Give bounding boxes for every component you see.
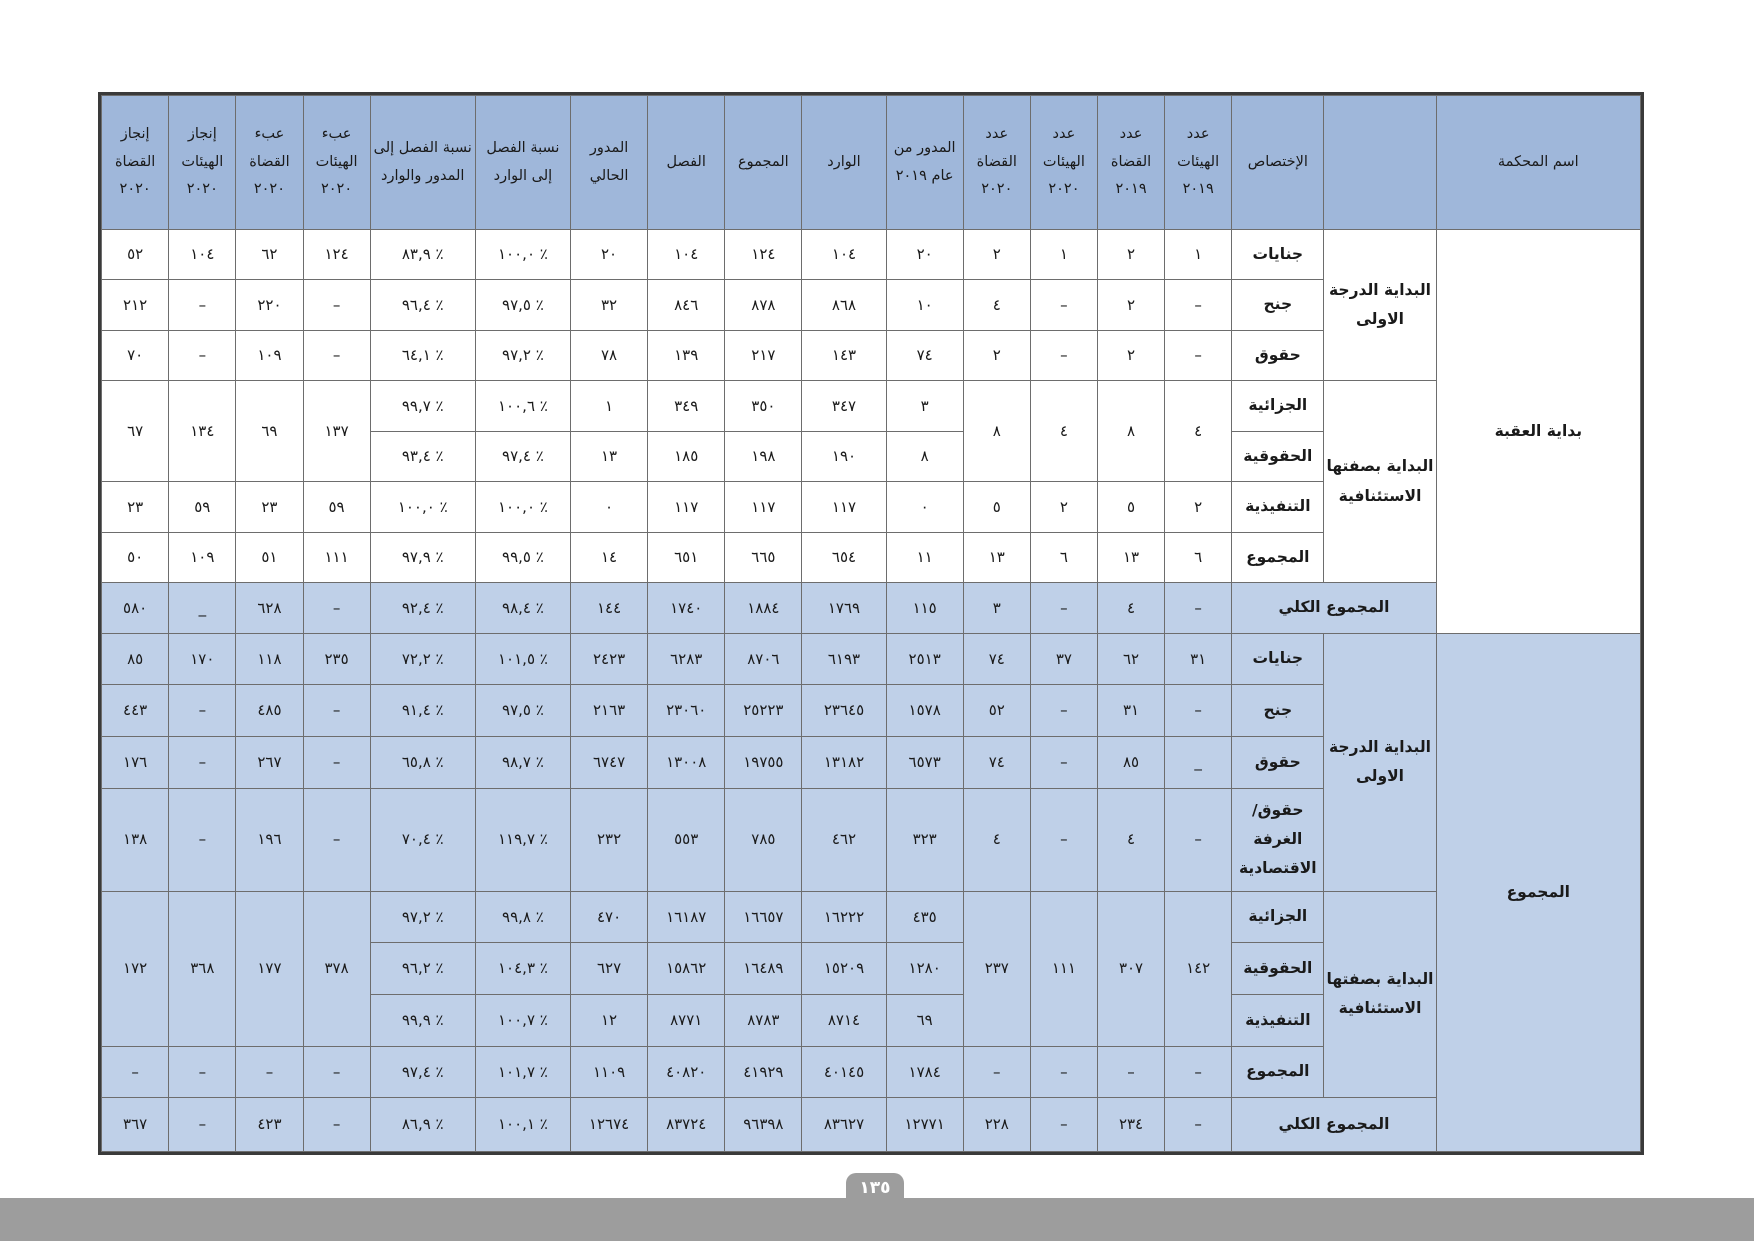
cell: ١٣٧ bbox=[303, 381, 370, 482]
cell: ١٠٩ bbox=[236, 330, 303, 380]
cell: ١٢٤ bbox=[303, 230, 370, 280]
cell: ٥ bbox=[963, 482, 1030, 532]
cell: ١١٧ bbox=[725, 482, 802, 532]
court-name-cell: بداية العقبة bbox=[1436, 230, 1640, 634]
cell: – bbox=[1097, 1046, 1164, 1098]
col-achievement-judges: إنجاز القضاة ٢٠٢٠ bbox=[102, 96, 169, 230]
level-first-cell: البداية الدرجة الاولى bbox=[1324, 633, 1436, 891]
cell: ١٧٠ bbox=[169, 633, 236, 685]
cell: – bbox=[102, 1046, 169, 1098]
cell: ٣٦٨ bbox=[169, 891, 236, 1046]
footer-bar bbox=[0, 1198, 1754, 1241]
cell: ٢٠ bbox=[571, 230, 648, 280]
table-row bbox=[102, 633, 1641, 685]
cell: ٢ bbox=[1165, 482, 1232, 532]
cell: ٨٧٨ bbox=[725, 280, 802, 330]
cell: ٠ bbox=[571, 482, 648, 532]
cell: ٪ ٧٢,٢ bbox=[370, 633, 475, 685]
cell: – bbox=[303, 330, 370, 380]
cell: ٢٣ bbox=[236, 482, 303, 532]
cell: ١٧٦٩ bbox=[802, 583, 886, 634]
cell: ٤٧٠ bbox=[571, 891, 648, 943]
cell: ١١١ bbox=[303, 532, 370, 582]
cell: ١٠٩ bbox=[169, 532, 236, 582]
cell: – bbox=[963, 1046, 1030, 1098]
cell: ٢ bbox=[963, 230, 1030, 280]
cell: – bbox=[169, 330, 236, 380]
cell: ٤٨٥ bbox=[236, 685, 303, 737]
cell: ٤ bbox=[1097, 583, 1164, 634]
cell: ٪ ٨٦,٩ bbox=[370, 1098, 475, 1152]
cell: ٧٨ bbox=[571, 330, 648, 380]
cell: – bbox=[1030, 583, 1097, 634]
cell: – bbox=[303, 788, 370, 891]
cell: ٢٣٧ bbox=[963, 891, 1030, 1046]
cell: ١٦٢٢٢ bbox=[802, 891, 886, 943]
cell: ٥٥٣ bbox=[648, 788, 725, 891]
cell: ٨٧١٤ bbox=[802, 994, 886, 1046]
cell: ٪ ١٠١,٥ bbox=[475, 633, 570, 685]
cell: ٨٥ bbox=[102, 633, 169, 685]
cell: ٦ bbox=[1165, 532, 1232, 582]
cell: ١١ bbox=[886, 532, 963, 582]
cell: – bbox=[303, 1046, 370, 1098]
cell: – bbox=[169, 788, 236, 891]
specialty-cell: المجموع bbox=[1232, 532, 1324, 582]
cell: ١١٨ bbox=[236, 633, 303, 685]
cell: ٤١٩٢٩ bbox=[725, 1046, 802, 1098]
cell: ٨٤٦ bbox=[648, 280, 725, 330]
cell: ٦٦٥ bbox=[725, 532, 802, 582]
specialty-cell: الحقوقية bbox=[1232, 431, 1324, 481]
cell: – bbox=[169, 685, 236, 737]
cell: – bbox=[1030, 330, 1097, 380]
cell: ٠ bbox=[886, 482, 963, 532]
grand-total-row bbox=[102, 583, 1641, 634]
cell: ٦٢٨ bbox=[236, 583, 303, 634]
cell: ٪ ٦٥,٨ bbox=[370, 736, 475, 788]
level-first-cell: البداية الدرجة الاولى bbox=[1324, 230, 1436, 381]
cell: – bbox=[303, 736, 370, 788]
cell: ٤٢٣ bbox=[236, 1098, 303, 1152]
cell: ٪ ٩٧,٥ bbox=[475, 685, 570, 737]
cell: ١١٠٩ bbox=[571, 1046, 648, 1098]
cell: ١٩٧٥٥ bbox=[725, 736, 802, 788]
cell: ٪ ٨٣,٩ bbox=[370, 230, 475, 280]
cell: ٢ bbox=[1097, 330, 1164, 380]
cell: ١٢٧٧١ bbox=[886, 1098, 963, 1152]
cell: – bbox=[303, 583, 370, 634]
cell: ١٩٠ bbox=[802, 431, 886, 481]
cell: ١ bbox=[571, 381, 648, 431]
col-level bbox=[1324, 96, 1436, 230]
cell: ٢٥٢٢٣ bbox=[725, 685, 802, 737]
cell: ٦٢٨٣ bbox=[648, 633, 725, 685]
specialty-cell: الجزائية bbox=[1232, 891, 1324, 943]
specialty-cell: التنفيذية bbox=[1232, 994, 1324, 1046]
grand-total-label: المجموع الكلي bbox=[1232, 1098, 1436, 1152]
table-row bbox=[102, 230, 1641, 280]
cell: – bbox=[169, 1046, 236, 1098]
cell: – bbox=[1165, 330, 1232, 380]
cell: ١٥٧٨ bbox=[886, 685, 963, 737]
cell: ٪ ٩٨,٤ bbox=[475, 583, 570, 634]
cell: – bbox=[303, 1098, 370, 1152]
cell: ٢١٢ bbox=[102, 280, 169, 330]
cell: – bbox=[1165, 788, 1232, 891]
cell: – bbox=[1165, 685, 1232, 737]
cell: ٨٧٠٦ bbox=[725, 633, 802, 685]
cell: ٤٠٨٢٠ bbox=[648, 1046, 725, 1098]
cell: ٦٢ bbox=[1097, 633, 1164, 685]
cell: ١٧٧ bbox=[236, 891, 303, 1046]
cell: ٢ bbox=[1097, 280, 1164, 330]
cell: ٣٧٨ bbox=[303, 891, 370, 1046]
col-ratio-incoming: نسبة الفصل إلى الوارد bbox=[475, 96, 570, 230]
cell: – bbox=[1165, 1098, 1232, 1152]
col-panels-2020: عدد الهيئات ٢٠٢٠ bbox=[1030, 96, 1097, 230]
col-current: المدور الحالي bbox=[571, 96, 648, 230]
cell: ٪ ٩٧,٩ bbox=[370, 532, 475, 582]
cell: ١٩٦ bbox=[236, 788, 303, 891]
cell: ٪ ١١٩,٧ bbox=[475, 788, 570, 891]
cell: ٪ ٩٩,٩ bbox=[370, 994, 475, 1046]
cell: ٣٢٣ bbox=[886, 788, 963, 891]
cell: ٦٩ bbox=[886, 994, 963, 1046]
cell: ٨٣٦٢٧ bbox=[802, 1098, 886, 1152]
grand-total-row bbox=[102, 1098, 1641, 1152]
cell: ٪ ١٠٠,٠ bbox=[370, 482, 475, 532]
cell: ١٣٩ bbox=[648, 330, 725, 380]
cell: ١٧٢ bbox=[102, 891, 169, 1046]
cell: ٪ ٩١,٤ bbox=[370, 685, 475, 737]
col-judges-2020: عدد القضاة ٢٠٢٠ bbox=[963, 96, 1030, 230]
cell: ٤ bbox=[1097, 788, 1164, 891]
court-name-cell: المجموع bbox=[1436, 633, 1640, 1151]
cell: – bbox=[1165, 1046, 1232, 1098]
cell: ٦٢ bbox=[236, 230, 303, 280]
cell: – bbox=[169, 1098, 236, 1152]
cell: ١١١ bbox=[1030, 891, 1097, 1046]
cell: – bbox=[236, 1046, 303, 1098]
col-carried: المدور من عام ٢٠١٩ bbox=[886, 96, 963, 230]
cell: ٢١٧ bbox=[725, 330, 802, 380]
cell: ٢٣٢ bbox=[571, 788, 648, 891]
cell: ١٨٥ bbox=[648, 431, 725, 481]
cell: ١٩٨ bbox=[725, 431, 802, 481]
cell: – bbox=[1030, 685, 1097, 737]
cell: ٪ ٩٧,٤ bbox=[370, 1046, 475, 1098]
cell: ٪ ١٠٠,١ bbox=[475, 1098, 570, 1152]
cell: ٦٥٤ bbox=[802, 532, 886, 582]
cell: ٨٥ bbox=[1097, 736, 1164, 788]
cell: – bbox=[1030, 788, 1097, 891]
report-table bbox=[101, 95, 1641, 1152]
cell: ٪ ١٠٠,٦ bbox=[475, 381, 570, 431]
cell: ١٧٨٤ bbox=[886, 1046, 963, 1098]
cell: ٥٢ bbox=[963, 685, 1030, 737]
cell: ٢٣٥ bbox=[303, 633, 370, 685]
cell: ٢١٦٣ bbox=[571, 685, 648, 737]
cell: ٢٢٨ bbox=[963, 1098, 1030, 1152]
cell: ٣١ bbox=[1097, 685, 1164, 737]
cell: ٤٦٢ bbox=[802, 788, 886, 891]
cell: ١٧٦ bbox=[102, 736, 169, 788]
cell: ٪ ٩٩,٨ bbox=[475, 891, 570, 943]
cell: ٨٦٨ bbox=[802, 280, 886, 330]
cell: – bbox=[1165, 583, 1232, 634]
cell: ١٣ bbox=[963, 532, 1030, 582]
table-row bbox=[102, 381, 1641, 431]
level-appeal-cell: البداية بصفتها الاستئنافية bbox=[1324, 891, 1436, 1097]
cell: ٪ ١٠٠,٠ bbox=[475, 482, 570, 532]
cell: ١١٧ bbox=[648, 482, 725, 532]
cell: ٧٤ bbox=[886, 330, 963, 380]
col-achievement-panels: إنجاز الهيئات ٢٠٢٠ bbox=[169, 96, 236, 230]
cell: ١ bbox=[1030, 230, 1097, 280]
col-panels-2019: عدد الهيئات ٢٠١٩ bbox=[1165, 96, 1232, 230]
cell: ٪ ٩٧,٥ bbox=[475, 280, 570, 330]
cell: ١٣١٨٢ bbox=[802, 736, 886, 788]
cell: ١٢٦٧٤ bbox=[571, 1098, 648, 1152]
cell: ١٦١٨٧ bbox=[648, 891, 725, 943]
cell: ٤٤٣ bbox=[102, 685, 169, 737]
cell: ٢٤٢٣ bbox=[571, 633, 648, 685]
cell: ٦٧ bbox=[102, 381, 169, 482]
cell: ٥٢ bbox=[102, 230, 169, 280]
cell: ١٨٨٤ bbox=[725, 583, 802, 634]
col-judges-2019: عدد القضاة ٢٠١٩ bbox=[1097, 96, 1164, 230]
cell: ١٦٦٥٧ bbox=[725, 891, 802, 943]
cell: ٤٣٥ bbox=[886, 891, 963, 943]
col-incoming: الوارد bbox=[802, 96, 886, 230]
cell: ١٣٨ bbox=[102, 788, 169, 891]
cell: ١٥٨٦٢ bbox=[648, 943, 725, 995]
cell: ٦٥١ bbox=[648, 532, 725, 582]
cell: ٤ bbox=[1030, 381, 1097, 482]
cell: ١٠٤ bbox=[169, 230, 236, 280]
cell: ٧٤ bbox=[963, 633, 1030, 685]
cell: ٢ bbox=[1097, 230, 1164, 280]
cell: ٧٠ bbox=[102, 330, 169, 380]
cell: ٣ bbox=[963, 583, 1030, 634]
col-ratio-all: نسبة الفصل إلى المدور والوارد bbox=[370, 96, 475, 230]
specialty-cell: التنفيذية bbox=[1232, 482, 1324, 532]
col-decided: الفصل bbox=[648, 96, 725, 230]
cell: – bbox=[1165, 280, 1232, 330]
cell: – bbox=[1030, 1046, 1097, 1098]
cell: ٪ ١٠٠,٠ bbox=[475, 230, 570, 280]
cell: ٢٠ bbox=[886, 230, 963, 280]
cell: ٪ ٩٦,٢ bbox=[370, 943, 475, 995]
specialty-cell: حقوق bbox=[1232, 736, 1324, 788]
col-specialty: الإختصاص bbox=[1232, 96, 1324, 230]
cell: ٢٦٧ bbox=[236, 736, 303, 788]
cell: ٢٣٤ bbox=[1097, 1098, 1164, 1152]
court-statistics-table bbox=[98, 92, 1644, 1155]
cell: ١ bbox=[1165, 230, 1232, 280]
cell: ٢٥١٣ bbox=[886, 633, 963, 685]
cell: ٪ ١٠١,٧ bbox=[475, 1046, 570, 1098]
cell: ٪ ٩٧,٢ bbox=[475, 330, 570, 380]
page-number: ١٣٥ bbox=[846, 1173, 904, 1201]
cell: ١٥٢٠٩ bbox=[802, 943, 886, 995]
cell: ٣٠٧ bbox=[1097, 891, 1164, 1046]
cell: ٦٥٧٣ bbox=[886, 736, 963, 788]
cell: ٨ bbox=[1097, 381, 1164, 482]
cell: ٢ bbox=[963, 330, 1030, 380]
cell: – bbox=[1030, 280, 1097, 330]
cell: – bbox=[303, 280, 370, 330]
specialty-cell: حقوق bbox=[1232, 330, 1324, 380]
specialty-cell: جنايات bbox=[1232, 633, 1324, 685]
cell: ١٣ bbox=[1097, 532, 1164, 582]
cell: ٢٣ bbox=[102, 482, 169, 532]
cell: ٪ ١٠٠,٧ bbox=[475, 994, 570, 1046]
cell: ٢٣٠٦٠ bbox=[648, 685, 725, 737]
cell: ٥٩ bbox=[169, 482, 236, 532]
cell: ١٤٢ bbox=[1165, 891, 1232, 1046]
cell: ٥٠ bbox=[102, 532, 169, 582]
cell: – bbox=[1030, 1098, 1097, 1152]
cell: – bbox=[169, 280, 236, 330]
cell: ٥٩ bbox=[303, 482, 370, 532]
cell: ٣٦٧ bbox=[102, 1098, 169, 1152]
cell: ٣ bbox=[886, 381, 963, 431]
cell: _ bbox=[1165, 736, 1232, 788]
cell: ٨٣٧٢٤ bbox=[648, 1098, 725, 1152]
specialty-cell: جنح bbox=[1232, 685, 1324, 737]
cell: ٪ ٩٧,٢ bbox=[370, 891, 475, 943]
cell: ٨٧٨٣ bbox=[725, 994, 802, 1046]
cell: ٪ ٦٤,١ bbox=[370, 330, 475, 380]
cell: ١٢٨٠ bbox=[886, 943, 963, 995]
level-appeal-cell: البداية بصفتها الاستئنافية bbox=[1324, 381, 1436, 583]
cell: ٢٢٠ bbox=[236, 280, 303, 330]
cell: ٤ bbox=[963, 280, 1030, 330]
cell: ٧٤ bbox=[963, 736, 1030, 788]
cell: ٪ ٩٩,٥ bbox=[475, 532, 570, 582]
cell: ٥ bbox=[1097, 482, 1164, 532]
cell: ١٤٣ bbox=[802, 330, 886, 380]
specialty-cell: الجزائية bbox=[1232, 381, 1324, 431]
cell: – bbox=[169, 736, 236, 788]
cell: ١١٧ bbox=[802, 482, 886, 532]
cell: ٤٠١٤٥ bbox=[802, 1046, 886, 1098]
cell: ١٠ bbox=[886, 280, 963, 330]
specialty-cell: جنايات bbox=[1232, 230, 1324, 280]
cell: ٪ ٩٩,٧ bbox=[370, 381, 475, 431]
cell: ٦ bbox=[1030, 532, 1097, 582]
cell: ٥١ bbox=[236, 532, 303, 582]
cell: ١١٥ bbox=[886, 583, 963, 634]
cell: ٢٣٦٤٥ bbox=[802, 685, 886, 737]
cell: ١٣٤ bbox=[169, 381, 236, 482]
cell: ٣٧ bbox=[1030, 633, 1097, 685]
cell: ١٣ bbox=[571, 431, 648, 481]
col-total: المجموع bbox=[725, 96, 802, 230]
cell: ٣١ bbox=[1165, 633, 1232, 685]
cell: ١٢٤ bbox=[725, 230, 802, 280]
col-load-judges: عبء القضاة ٢٠٢٠ bbox=[236, 96, 303, 230]
col-load-panels: عبء الهيئات ٢٠٢٠ bbox=[303, 96, 370, 230]
col-court-name: اسم المحكمة bbox=[1436, 96, 1640, 230]
cell: ٪ ٩٧,٤ bbox=[475, 431, 570, 481]
cell: – bbox=[1030, 736, 1097, 788]
cell: ١٧٤٠ bbox=[648, 583, 725, 634]
cell: ٪ ٧٠,٤ bbox=[370, 788, 475, 891]
cell: ٦٢٧ bbox=[571, 943, 648, 995]
cell: ١٤ bbox=[571, 532, 648, 582]
cell: ٣٤٧ bbox=[802, 381, 886, 431]
cell: ٦٩ bbox=[236, 381, 303, 482]
cell: ٨ bbox=[886, 431, 963, 481]
specialty-cell: جنح bbox=[1232, 280, 1324, 330]
cell: ٧٨٥ bbox=[725, 788, 802, 891]
cell: ٦١٩٣ bbox=[802, 633, 886, 685]
table-row bbox=[102, 891, 1641, 943]
cell: ٣٢ bbox=[571, 280, 648, 330]
specialty-cell: المجموع bbox=[1232, 1046, 1324, 1098]
cell: ١٢ bbox=[571, 994, 648, 1046]
header-row bbox=[102, 96, 1641, 230]
cell: ٤ bbox=[1165, 381, 1232, 482]
cell: ٥٨٠ bbox=[102, 583, 169, 634]
cell: ٤ bbox=[963, 788, 1030, 891]
cell: ٪ ٩٦,٤ bbox=[370, 280, 475, 330]
cell: ٩٦٣٩٨ bbox=[725, 1098, 802, 1152]
cell: ٪ ٩٢,٤ bbox=[370, 583, 475, 634]
cell: ٨٧٧١ bbox=[648, 994, 725, 1046]
cell: _ bbox=[169, 583, 236, 634]
cell: ٦٧٤٧ bbox=[571, 736, 648, 788]
cell: ٪ ١٠٤,٣ bbox=[475, 943, 570, 995]
cell: ٨ bbox=[963, 381, 1030, 482]
cell: ١٦٤٨٩ bbox=[725, 943, 802, 995]
cell: ٣٤٩ bbox=[648, 381, 725, 431]
cell: – bbox=[303, 685, 370, 737]
grand-total-label: المجموع الكلي bbox=[1232, 583, 1436, 634]
cell: ٪ ٩٣,٤ bbox=[370, 431, 475, 481]
cell: ٣٥٠ bbox=[725, 381, 802, 431]
cell: ١٠٤ bbox=[802, 230, 886, 280]
cell: ١٠٤ bbox=[648, 230, 725, 280]
specialty-cell: حقوق/ الغرفة الاقتصادية bbox=[1232, 788, 1324, 891]
cell: ١٤٤ bbox=[571, 583, 648, 634]
cell: ٪ ٩٨,٧ bbox=[475, 736, 570, 788]
cell: ٢ bbox=[1030, 482, 1097, 532]
specialty-cell: الحقوقية bbox=[1232, 943, 1324, 995]
cell: ١٣٠٠٨ bbox=[648, 736, 725, 788]
